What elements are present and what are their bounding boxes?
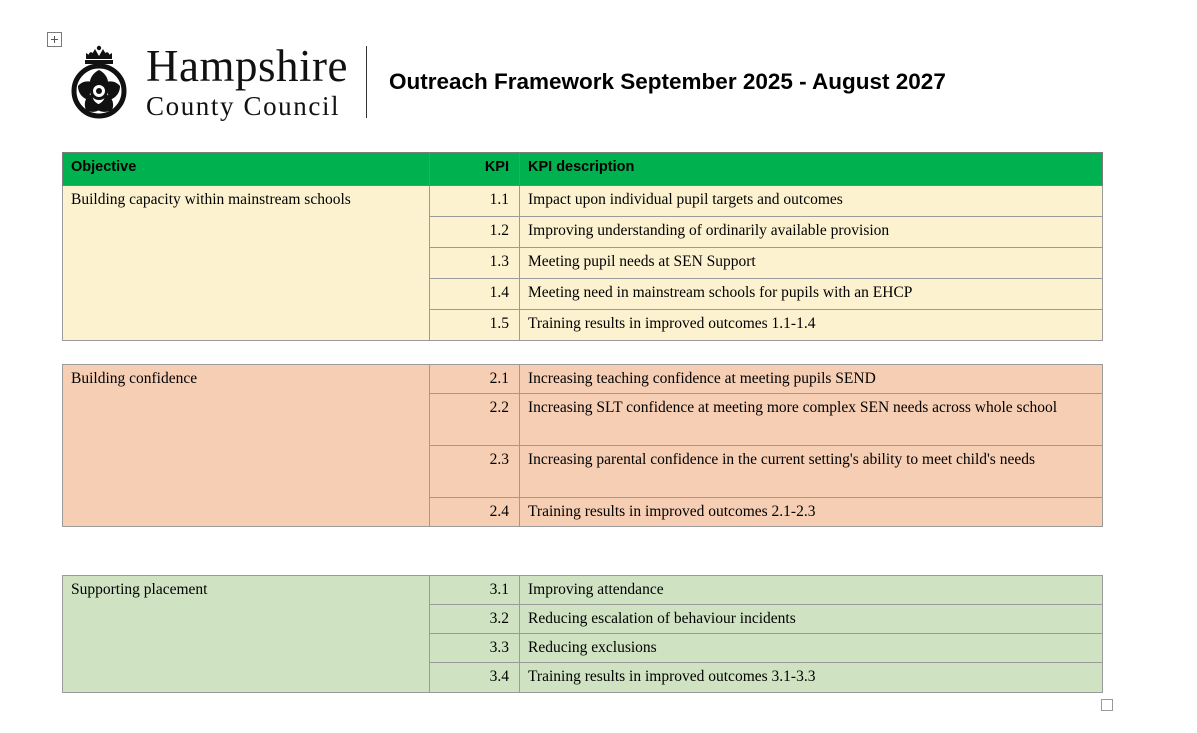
kpi-description: Meeting pupil needs at SEN Support	[520, 248, 1103, 279]
kpi-number: 1.3	[430, 248, 520, 279]
kpi-description: Increasing teaching confidence at meeting pupils SEND	[520, 365, 1103, 394]
kpi-table-building-capacity	[62, 152, 1103, 341]
table-resize-handle[interactable]	[1101, 699, 1113, 711]
kpi-number: 2.3	[430, 446, 520, 498]
kpi-description: Meeting need in mainstream schools for pupils with an EHCP	[520, 279, 1103, 310]
kpi-table-supporting-placement	[62, 575, 1103, 693]
kpi-number: 2.2	[430, 394, 520, 446]
logo-line-hampshire: Hampshire	[146, 41, 348, 91]
kpi-description: Training results in improved outcomes 2.1-2.3	[520, 498, 1103, 527]
kpi-number: 2.1	[430, 365, 520, 394]
hampshire-crest-icon	[62, 42, 136, 122]
table-header-row	[63, 153, 1103, 186]
hampshire-county-council-logo	[62, 42, 348, 122]
table-move-handle[interactable]	[47, 32, 62, 47]
kpi-description: Increasing SLT confidence at meeting more complex SEN needs across whole school	[520, 394, 1103, 446]
table-row	[63, 186, 1103, 217]
table-row	[63, 576, 1103, 605]
kpi-description: Reducing escalation of behaviour incidents	[520, 605, 1103, 634]
kpi-description: Improving attendance	[520, 576, 1103, 605]
kpi-number: 3.1	[430, 576, 520, 605]
objective-cell: Supporting placement	[63, 576, 430, 693]
kpi-number: 1.2	[430, 217, 520, 248]
kpi-number: 3.2	[430, 605, 520, 634]
table-row	[63, 365, 1103, 394]
kpi-description: Training results in improved outcomes 3.1-3.3	[520, 663, 1103, 692]
column-header-objective: Objective	[63, 153, 430, 186]
logo-divider	[366, 46, 367, 118]
kpi-table-building-confidence	[62, 364, 1103, 527]
kpi-number: 2.4	[430, 498, 520, 527]
column-header-kpi-description: KPI description	[520, 153, 1103, 186]
kpi-number: 3.3	[430, 634, 520, 663]
page-title: Outreach Framework September 2025 - August 2027	[388, 69, 946, 94]
kpi-description: Impact upon individual pupil targets and outcomes	[520, 186, 1103, 217]
document-header	[62, 36, 1102, 128]
column-header-kpi: KPI	[430, 153, 520, 186]
objective-cell: Building confidence	[63, 365, 430, 527]
kpi-description: Improving understanding of ordinarily available provision	[520, 217, 1103, 248]
kpi-description: Increasing parental confidence in the current setting's ability to meet child's needs	[520, 446, 1103, 498]
kpi-description: Training results in improved outcomes 1.1-1.4	[520, 310, 1103, 341]
kpi-description: Reducing exclusions	[520, 634, 1103, 663]
objective-cell: Building capacity within mainstream schools	[63, 186, 430, 341]
kpi-number: 1.4	[430, 279, 520, 310]
logo-wordmark	[144, 41, 348, 121]
logo-line-county-council: County Council	[146, 91, 341, 121]
kpi-number: 1.5	[430, 310, 520, 341]
kpi-number: 3.4	[430, 663, 520, 692]
kpi-number: 1.1	[430, 186, 520, 217]
